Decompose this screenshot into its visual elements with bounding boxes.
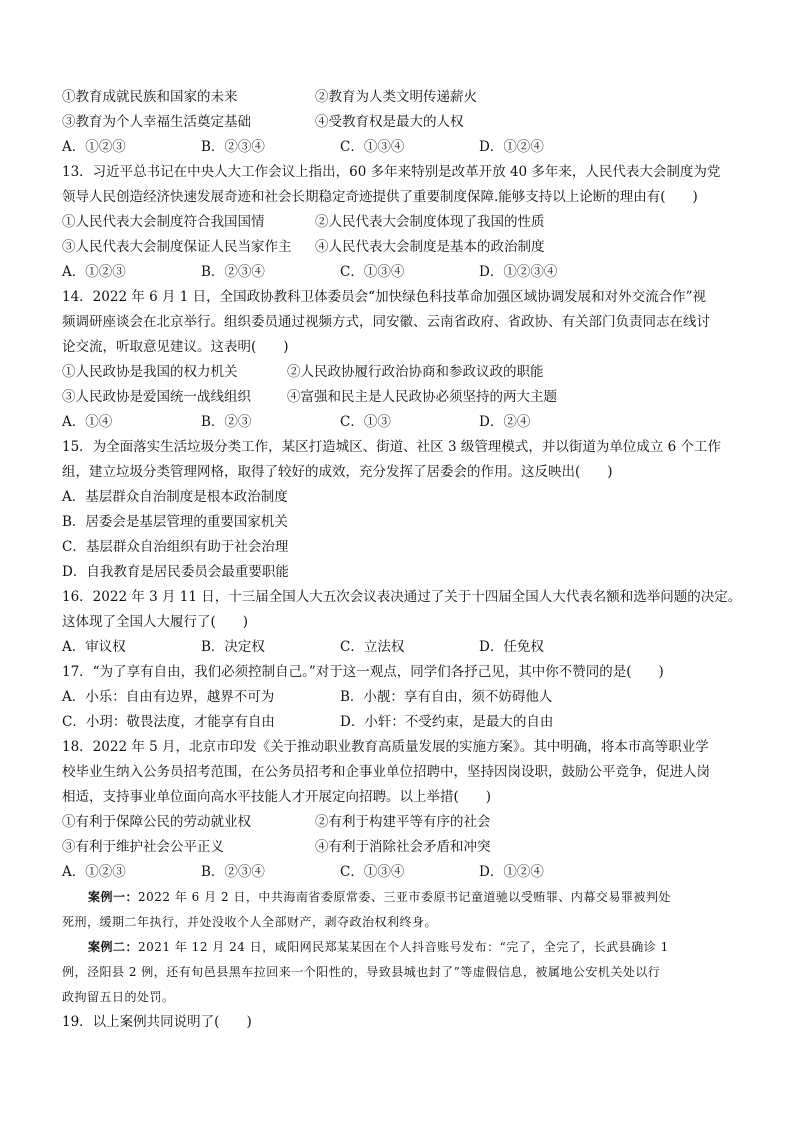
case1-text-1: 2022 年 6 月 2 日，中共海南省委原常委、三亚市委原书记童道驰以受贿罪、内幕交易罪被判处 [138,890,671,904]
q18-choice-b: B．②③④ [201,864,265,880]
q12-choice-a: A．①②③ [62,139,126,155]
q12-options-row-1 [62,85,742,110]
q12-choice-b: B．②③④ [201,139,265,155]
q15-choice-a: A．基层群众自治制度是根本政治制度 [62,489,288,505]
q16-choice-d: D．任免权 [479,639,544,655]
q18-stem-line-2: 校毕业生纳入公务员招考范围，在公务员招考和企事业单位招聘中，坚持因岗设职，鼓励公平竞争，促进人岗 [62,764,710,780]
q12-option-2: ②教育为人类文明传递薪火 [315,89,477,105]
q14-option-4: ④富强和民主是人民政协必须坚持的两大主题 [287,389,557,405]
q18-choices [62,860,742,885]
q14-stem-line-1: 14．2022 年 6 月 1 日，全国政协教科卫体委员会“加快绿色科技革命加强区域协调发展和对外交流合作”视 [62,289,706,305]
q14-choice-d: D．②④ [479,414,531,430]
case2-line-1 [62,935,742,960]
q13-choice-a: A．①②③ [62,264,126,280]
q18-option-4: ④有利于消除社会矛盾和冲突 [315,839,491,855]
q17-choice-c: C．小玥：敬畏法度，才能享有自由 [62,714,275,730]
case2-label: 案例二： [88,940,139,954]
q15-choice-b: B．居委会是基层管理的重要国家机关 [62,514,288,530]
exam-page [62,85,742,1035]
q12-options-row-2 [62,110,742,135]
q12-choices [62,135,742,160]
case1-label: 案例一： [88,890,139,904]
q19-stem: 19．以上案例共同说明了( ) [62,1014,252,1030]
q15-stem-line-2: 组，建立垃圾分类管理网格，取得了较好的成效，充分发挥了居委会的作用。这反映出( ) [62,464,613,480]
q17-options-row-1 [62,685,742,710]
q15-stem-line-1: 15．为全面落实生活垃圾分类工作，某区打造城区、街道、社区 3 级管理模式，并以街道为单位成立 6 个工作 [62,439,722,455]
q13-options-row-1 [62,210,742,235]
q12-option-3: ③教育为个人幸福生活奠定基础 [62,114,251,130]
q13-choices [62,260,742,285]
q13-choice-d: D．①②③④ [479,264,558,280]
q14-options-row-1 [62,360,742,385]
q13-choice-c: C．①③④ [340,264,405,280]
q13-option-4: ④人民代表大会制度是基本的政治制度 [315,239,545,255]
q17-stem: 17．“为了享有自由，我们必须控制自己。”对于这一观点，同学们各抒己见，其中你不赞同的是( ) [62,664,664,680]
q17-choice-a: A．小乐：自由有边界，越界不可为 [62,689,275,705]
q12-option-4: ④受教育权是最大的人权 [315,114,464,130]
case1-line-1 [62,885,742,910]
q13-option-1: ①人民代表大会制度符合我国国情 [62,214,265,230]
case2-line-3: 政拘留五日的处罚。 [62,990,175,1004]
q13-stem-line-1: 13．习近平总书记在中央人大工作会议上指出，60 多年来特别是改革开放 40 多年来，人民代表大会制度为党 [62,164,721,180]
q14-stem-line-3: 论交流，听取意见建议。这表明( ) [62,339,289,355]
q14-choice-a: A．①④ [62,414,113,430]
q18-choice-c: C．①③④ [340,864,405,880]
q16-choice-b: B．决定权 [201,639,265,655]
q14-options-row-2 [62,385,742,410]
q17-options-row-2 [62,710,742,735]
q15-choice-d: D．自我教育是居民委员会最重要职能 [62,564,289,580]
q15-choice-c: C．基层群众自治组织有助于社会治理 [62,539,289,555]
q13-stem-line-2: 领导人民创造经济快速发展奇迹和社会长期稳定奇迹提供了重要制度保障.能够支持以上论断的理由有( ) [62,189,698,205]
q14-choice-c: C．①③ [340,414,391,430]
q12-option-1: ①教育成就民族和国家的未来 [62,89,238,105]
q18-options-row-1 [62,810,742,835]
q14-choices [62,410,742,435]
q13-option-3: ③人民代表大会制度保证人民当家作主 [62,239,292,255]
q18-options-row-2 [62,835,742,860]
q17-choice-d: D．小轩：不受约束，是最大的自由 [340,714,554,730]
case-material [62,885,742,1010]
case2-text-1: 2021 年 12 月 24 日，咸阳网民郑某某因在个人抖音账号发布：“完了，全完了，长武县确诊 1 [138,940,669,954]
q16-stem-line-1: 16．2022 年 3 月 11 日，十三届全国人大五次会议表决通过了关于十四届全国人大代表名额和选举问题的决定。 [62,589,742,605]
q18-stem-line-1: 18．2022 年 5 月，北京市印发《关于推动职业教育高质量发展的实施方案》。其中明确，将本市高等职业学 [62,739,709,755]
q14-option-3: ③人民政协是爱国统一战线组织 [62,389,251,405]
q16-choice-a: A．审议权 [62,639,126,655]
q18-choice-d: D．①②④ [479,864,544,880]
case1-line-2: 死刑，缓期二年执行，并处没收个人全部财产，剥夺政治权利终身。 [62,915,438,929]
q18-option-2: ②有利于构建平等有序的社会 [315,814,491,830]
q12-choice-c: C．①③④ [340,139,405,155]
q16-choice-c: C．立法权 [340,639,405,655]
q16-choices [62,635,742,660]
q12-choice-d: D．①②④ [479,139,544,155]
q18-choice-a: A．①②③ [62,864,126,880]
q14-stem-line-2: 频调研座谈会在北京举行。组织委员通过视频方式，同安徽、云南省政府、省政协、有关部门负责同志在线讨 [62,314,710,330]
case2-line-2: 例，泾阳县 2 例，还有旬邑县黑车拉回来一个阳性的，导致县城也封了”等虚假信息，被属地公安机关处以行 [62,965,661,979]
q14-choice-b: B．②③ [201,414,252,430]
q16-stem-line-2: 这体现了全国人大履行了( ) [62,614,249,630]
q18-option-3: ③有利于维护社会公平正义 [62,839,224,855]
q18-stem-line-3: 相适，支持事业单位面向高水平技能人才开展定向招聘。以上举措( ) [62,789,492,805]
q13-choice-b: B．②③④ [201,264,265,280]
q17-choice-b: B．小靓：享有自由，须不妨碍他人 [340,689,553,705]
q14-option-2: ②人民政协履行政治协商和参政议政的职能 [287,364,544,380]
q14-option-1: ①人民政协是我国的权力机关 [62,364,238,380]
q13-options-row-2 [62,235,742,260]
q13-option-2: ②人民代表大会制度体现了我国的性质 [315,214,545,230]
q18-option-1: ①有利于保障公民的劳动就业权 [62,814,251,830]
